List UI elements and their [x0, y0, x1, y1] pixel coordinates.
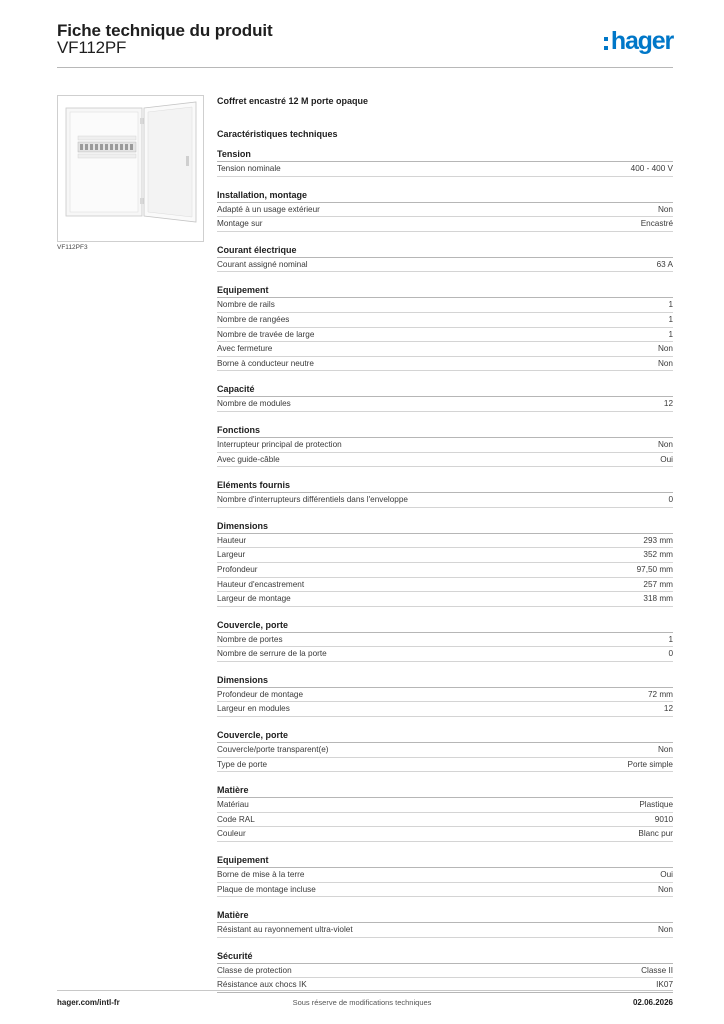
hager-logo [604, 27, 673, 55]
spec-label: Interrupteur principal de protection [217, 439, 342, 449]
product-name: Coffret encastré 12 M porte opaque [217, 96, 369, 106]
spec-row [217, 548, 673, 563]
product-image [57, 95, 204, 242]
spec-row [217, 813, 673, 828]
spec-value: 293 mm [643, 535, 673, 545]
spec-label: Profondeur de montage [217, 689, 304, 699]
enclosure-illustration [58, 96, 203, 241]
spec-row [217, 357, 673, 372]
spec-section [217, 423, 673, 467]
spec-value: Oui [660, 454, 673, 464]
footer-website: hager.com/intl-fr [57, 998, 120, 1007]
spec-label: Nombre de modules [217, 399, 291, 409]
spec-label: Code RAL [217, 814, 255, 824]
spec-section [217, 382, 673, 412]
spec-label: Tension nominale [217, 164, 281, 173]
spec-value: Porte simple [627, 759, 673, 769]
header-divider [57, 67, 673, 68]
spec-row [217, 868, 673, 883]
spec-value: Non [657, 358, 673, 368]
spec-label: Adapté à un usage extérieur [217, 204, 320, 214]
spec-label: Classe de protection [217, 965, 292, 975]
section-title: Sécurité [217, 949, 673, 964]
spec-label: Profondeur [217, 564, 258, 574]
spec-label: Résistant au rayonnement ultra-violet [217, 925, 353, 935]
spec-label: Largeur de montage [217, 594, 291, 604]
spec-section [217, 949, 673, 993]
footer-disclaimer: Sous réserve de modifications techniques [292, 998, 432, 1007]
section-title: Couvercle, porte [217, 728, 673, 743]
section-title: Courant électrique [217, 243, 673, 258]
spec-value: Blanc pur [638, 829, 673, 839]
spec-label: Nombre de rangées [217, 314, 290, 324]
spec-value: 1 [668, 300, 673, 310]
section-title: Equipement [217, 283, 673, 298]
image-caption: VF112PF3 [57, 244, 88, 251]
spec-row [217, 798, 673, 813]
spec-label: Matériau [217, 800, 249, 810]
logo-dots-icon [604, 37, 608, 50]
specs-heading: Caractéristiques techniques [217, 129, 338, 139]
spec-section [217, 783, 673, 842]
spec-section [217, 519, 673, 607]
spec-label: Courant assigné nominal [217, 259, 308, 269]
spec-value: Classe II [641, 965, 673, 975]
section-title: Fonctions [217, 423, 673, 438]
spec-value: Non [657, 925, 673, 935]
spec-value: 1 [668, 329, 673, 339]
spec-section [217, 147, 673, 177]
spec-section [217, 618, 673, 662]
specs-content [217, 94, 673, 1004]
spec-value: Encastré [640, 219, 673, 229]
spec-label: Montage sur [217, 219, 263, 229]
spec-label: Avec guide-câble [217, 454, 280, 464]
spec-value: 12 [663, 399, 673, 409]
section-title: Couvercle, porte [217, 618, 673, 633]
spec-row [217, 758, 673, 773]
spec-value: Plastique [639, 800, 673, 810]
spec-row [217, 534, 673, 549]
spec-row [217, 688, 673, 703]
footer-divider [57, 990, 673, 991]
spec-value: 9010 [654, 814, 673, 824]
spec-section [217, 908, 673, 938]
product-reference: VF112PF [57, 38, 127, 57]
spec-value: 0 [668, 495, 673, 505]
section-title: Eléments fournis [217, 478, 673, 493]
spec-label: Résistance aux chocs IK [217, 980, 307, 990]
spec-section [217, 478, 673, 508]
spec-label: Hauteur d'encastrement [217, 579, 305, 589]
spec-label: Largeur [217, 550, 246, 560]
spec-label: Couleur [217, 829, 246, 839]
spec-value: 97,50 mm [636, 564, 673, 574]
spec-label: Couvercle/porte transparent(e) [217, 745, 329, 755]
section-title: Tension [217, 147, 673, 162]
spec-row [217, 592, 673, 607]
section-title: Capacité [217, 382, 673, 397]
spec-value: 1 [668, 314, 673, 324]
spec-row [217, 438, 673, 453]
spec-value: Non [657, 884, 673, 894]
section-title: Dimensions [217, 673, 673, 688]
section-title: Dimensions [217, 519, 673, 534]
spec-value: Non [657, 204, 673, 214]
spec-section [217, 673, 673, 717]
spec-label: Nombre de portes [217, 634, 283, 644]
spec-row [217, 964, 673, 979]
spec-label: Nombre de serrure de la porte [217, 649, 327, 659]
spec-row [217, 743, 673, 758]
spec-row [217, 633, 673, 648]
spec-section [217, 243, 673, 273]
section-title: Equipement [217, 853, 673, 868]
spec-value: Oui [660, 870, 673, 880]
spec-section [217, 283, 673, 371]
spec-row [217, 298, 673, 313]
spec-row [217, 162, 673, 177]
spec-row [217, 203, 673, 218]
spec-section [217, 853, 673, 897]
spec-label: Borne à conducteur neutre [217, 358, 314, 368]
spec-value: Non [657, 344, 673, 354]
spec-label: Nombre de travée de large [217, 329, 315, 339]
spec-label: Type de porte [217, 759, 268, 769]
spec-value: 72 mm [647, 689, 673, 699]
section-title: Installation, montage [217, 188, 673, 203]
spec-value: IK07 [656, 980, 673, 990]
section-title: Matière [217, 783, 673, 798]
spec-value: 257 mm [643, 579, 673, 589]
spec-row [217, 258, 673, 273]
spec-row [217, 217, 673, 232]
document-title: Fiche technique du produit [57, 21, 273, 40]
spec-row [217, 453, 673, 468]
logo-text: hager [610, 27, 673, 55]
spec-value: 352 mm [643, 550, 673, 560]
spec-value: Non [657, 745, 673, 755]
spec-label: Avec fermeture [217, 344, 273, 354]
spec-label: Hauteur [217, 535, 247, 545]
spec-label: Plaque de montage incluse [217, 884, 316, 894]
spec-row [217, 493, 673, 508]
spec-value: 63 A [656, 259, 673, 269]
spec-value: 1 [668, 634, 673, 644]
spec-label: Largeur en modules [217, 704, 290, 714]
spec-section [217, 188, 673, 232]
spec-value: 400 - 400 V [630, 164, 673, 173]
spec-sections [217, 147, 673, 993]
spec-row [217, 827, 673, 842]
spec-row [217, 342, 673, 357]
section-title: Matière [217, 908, 673, 923]
spec-value: 0 [668, 649, 673, 659]
spec-row [217, 563, 673, 578]
spec-row [217, 702, 673, 717]
spec-row [217, 883, 673, 898]
spec-row [217, 397, 673, 412]
footer-date: 02.06.2026 [632, 998, 673, 1007]
spec-row [217, 578, 673, 593]
spec-value: Non [657, 439, 673, 449]
spec-row [217, 647, 673, 662]
spec-label: Nombre de rails [217, 300, 275, 310]
spec-label: Nombre d'interrupteurs différentiels dans l'enveloppe [217, 495, 408, 505]
spec-row [217, 923, 673, 938]
spec-row [217, 328, 673, 343]
spec-label: Borne de mise à la terre [217, 870, 305, 880]
spec-value: 318 mm [643, 594, 673, 604]
spec-row [217, 313, 673, 328]
spec-section [217, 728, 673, 772]
spec-value: 12 [663, 704, 673, 714]
